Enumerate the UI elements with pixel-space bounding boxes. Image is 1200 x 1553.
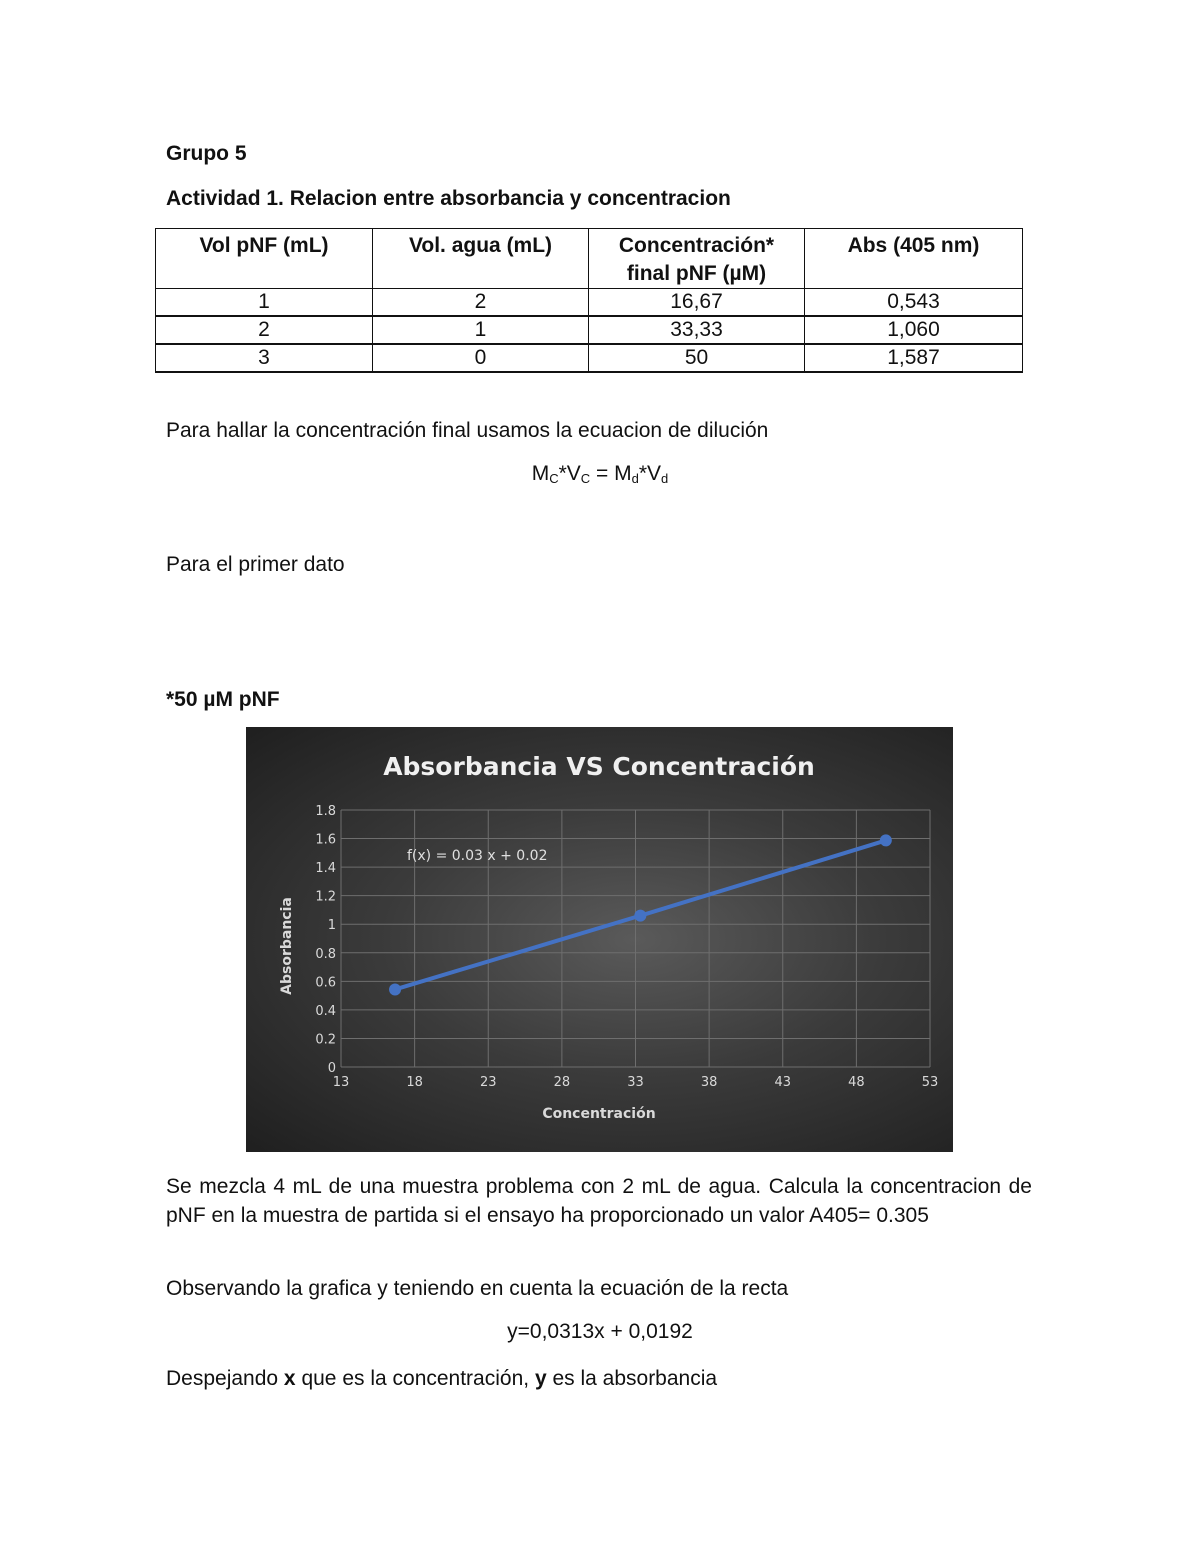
x-tick-label: 53	[921, 1075, 939, 1090]
table-cell: 50	[589, 344, 805, 372]
table-cell: 0	[373, 344, 589, 372]
chart-svg	[246, 727, 953, 1152]
group-heading: Grupo 5	[166, 142, 247, 165]
x-tick-label: 38	[700, 1075, 718, 1090]
observe-text: Observando la grafica y teniendo en cuenta la ecuación de la recta	[166, 1277, 789, 1300]
x-tick-label: 23	[479, 1075, 497, 1090]
y-tick-label: 1.8	[315, 804, 336, 819]
table-row	[156, 316, 1023, 344]
y-tick-label: 1.2	[315, 889, 336, 905]
problem-text: Se mezcla 4 mL de una muestra problema con 2 mL de agua. Calcula la concentracion de pNF en la muestra de partida si el ensayo ha proporcionado un valor A405= 0.305	[166, 1175, 1032, 1227]
x-tick-label: 48	[848, 1075, 865, 1090]
table-cell: 1,060	[805, 316, 1023, 344]
data-point	[389, 983, 401, 995]
table-row	[156, 344, 1023, 372]
y-tick-label: 1.4	[315, 861, 336, 877]
activity-heading: Actividad 1. Relacion entre absorbancia y concentracion	[166, 187, 731, 210]
y-tick-label: 0.8	[315, 946, 336, 962]
dilution-equation: $M_C*V_C = M_d*V_d$	[531, 462, 669, 486]
trendline-equation: f(x) = 0.03 x + 0.02	[407, 848, 548, 864]
table-cell: 16,67	[589, 289, 805, 317]
table-cell: 33,33	[589, 316, 805, 344]
table-header-row	[156, 229, 1023, 289]
table-cell: 0,543	[805, 289, 1023, 317]
x-tick-label: 18	[406, 1075, 423, 1090]
y-tick-label: 1.6	[315, 832, 336, 848]
y-tick-label: 0.2	[315, 1032, 336, 1048]
table-cell: 1	[156, 289, 373, 317]
y-axis-title: Absorbancia	[279, 897, 295, 995]
table-cell: 2	[156, 316, 373, 344]
pnf-heading: *50 µM pNF	[166, 688, 280, 711]
y-tick-label: 0	[327, 1061, 336, 1076]
x-tick-label: 13	[332, 1075, 350, 1090]
dilution-text: Para hallar la concentración final usamos la ecuacion de dilución	[166, 419, 769, 442]
table-row	[156, 289, 1023, 317]
first-data-text: Para el primer dato	[166, 553, 345, 576]
x-axis-title: Concentración	[542, 1106, 656, 1122]
table-header: Vol. agua (mL)	[373, 229, 589, 289]
table-cell: 1	[373, 316, 589, 344]
table-cell: 1,587	[805, 344, 1023, 372]
x-tick-label: 43	[774, 1075, 792, 1090]
table-header: Concentración* final pNF (µM)	[589, 229, 805, 289]
data-point	[634, 910, 646, 922]
data-table	[155, 228, 1023, 373]
table-cell: 3	[156, 344, 373, 372]
x-tick-label: 33	[627, 1075, 644, 1090]
table-header: Vol pNF (mL)	[156, 229, 373, 289]
y-tick-label: 0.6	[315, 975, 336, 991]
table-header: Abs (405 nm)	[805, 229, 1023, 289]
table-cell: 2	[373, 289, 589, 317]
y-tick-label: 0.4	[315, 1003, 336, 1019]
chart	[246, 727, 953, 1152]
solve-text: Despejando x que es la concentración, y es la absorbancia	[166, 1367, 718, 1390]
data-point	[880, 834, 892, 846]
y-tick-label: 1	[327, 918, 336, 934]
x-tick-label: 28	[553, 1075, 571, 1090]
line-equation: y=0,0313x + 0,0192	[507, 1320, 693, 1343]
chart-title: Absorbancia VS Concentración	[383, 752, 815, 781]
